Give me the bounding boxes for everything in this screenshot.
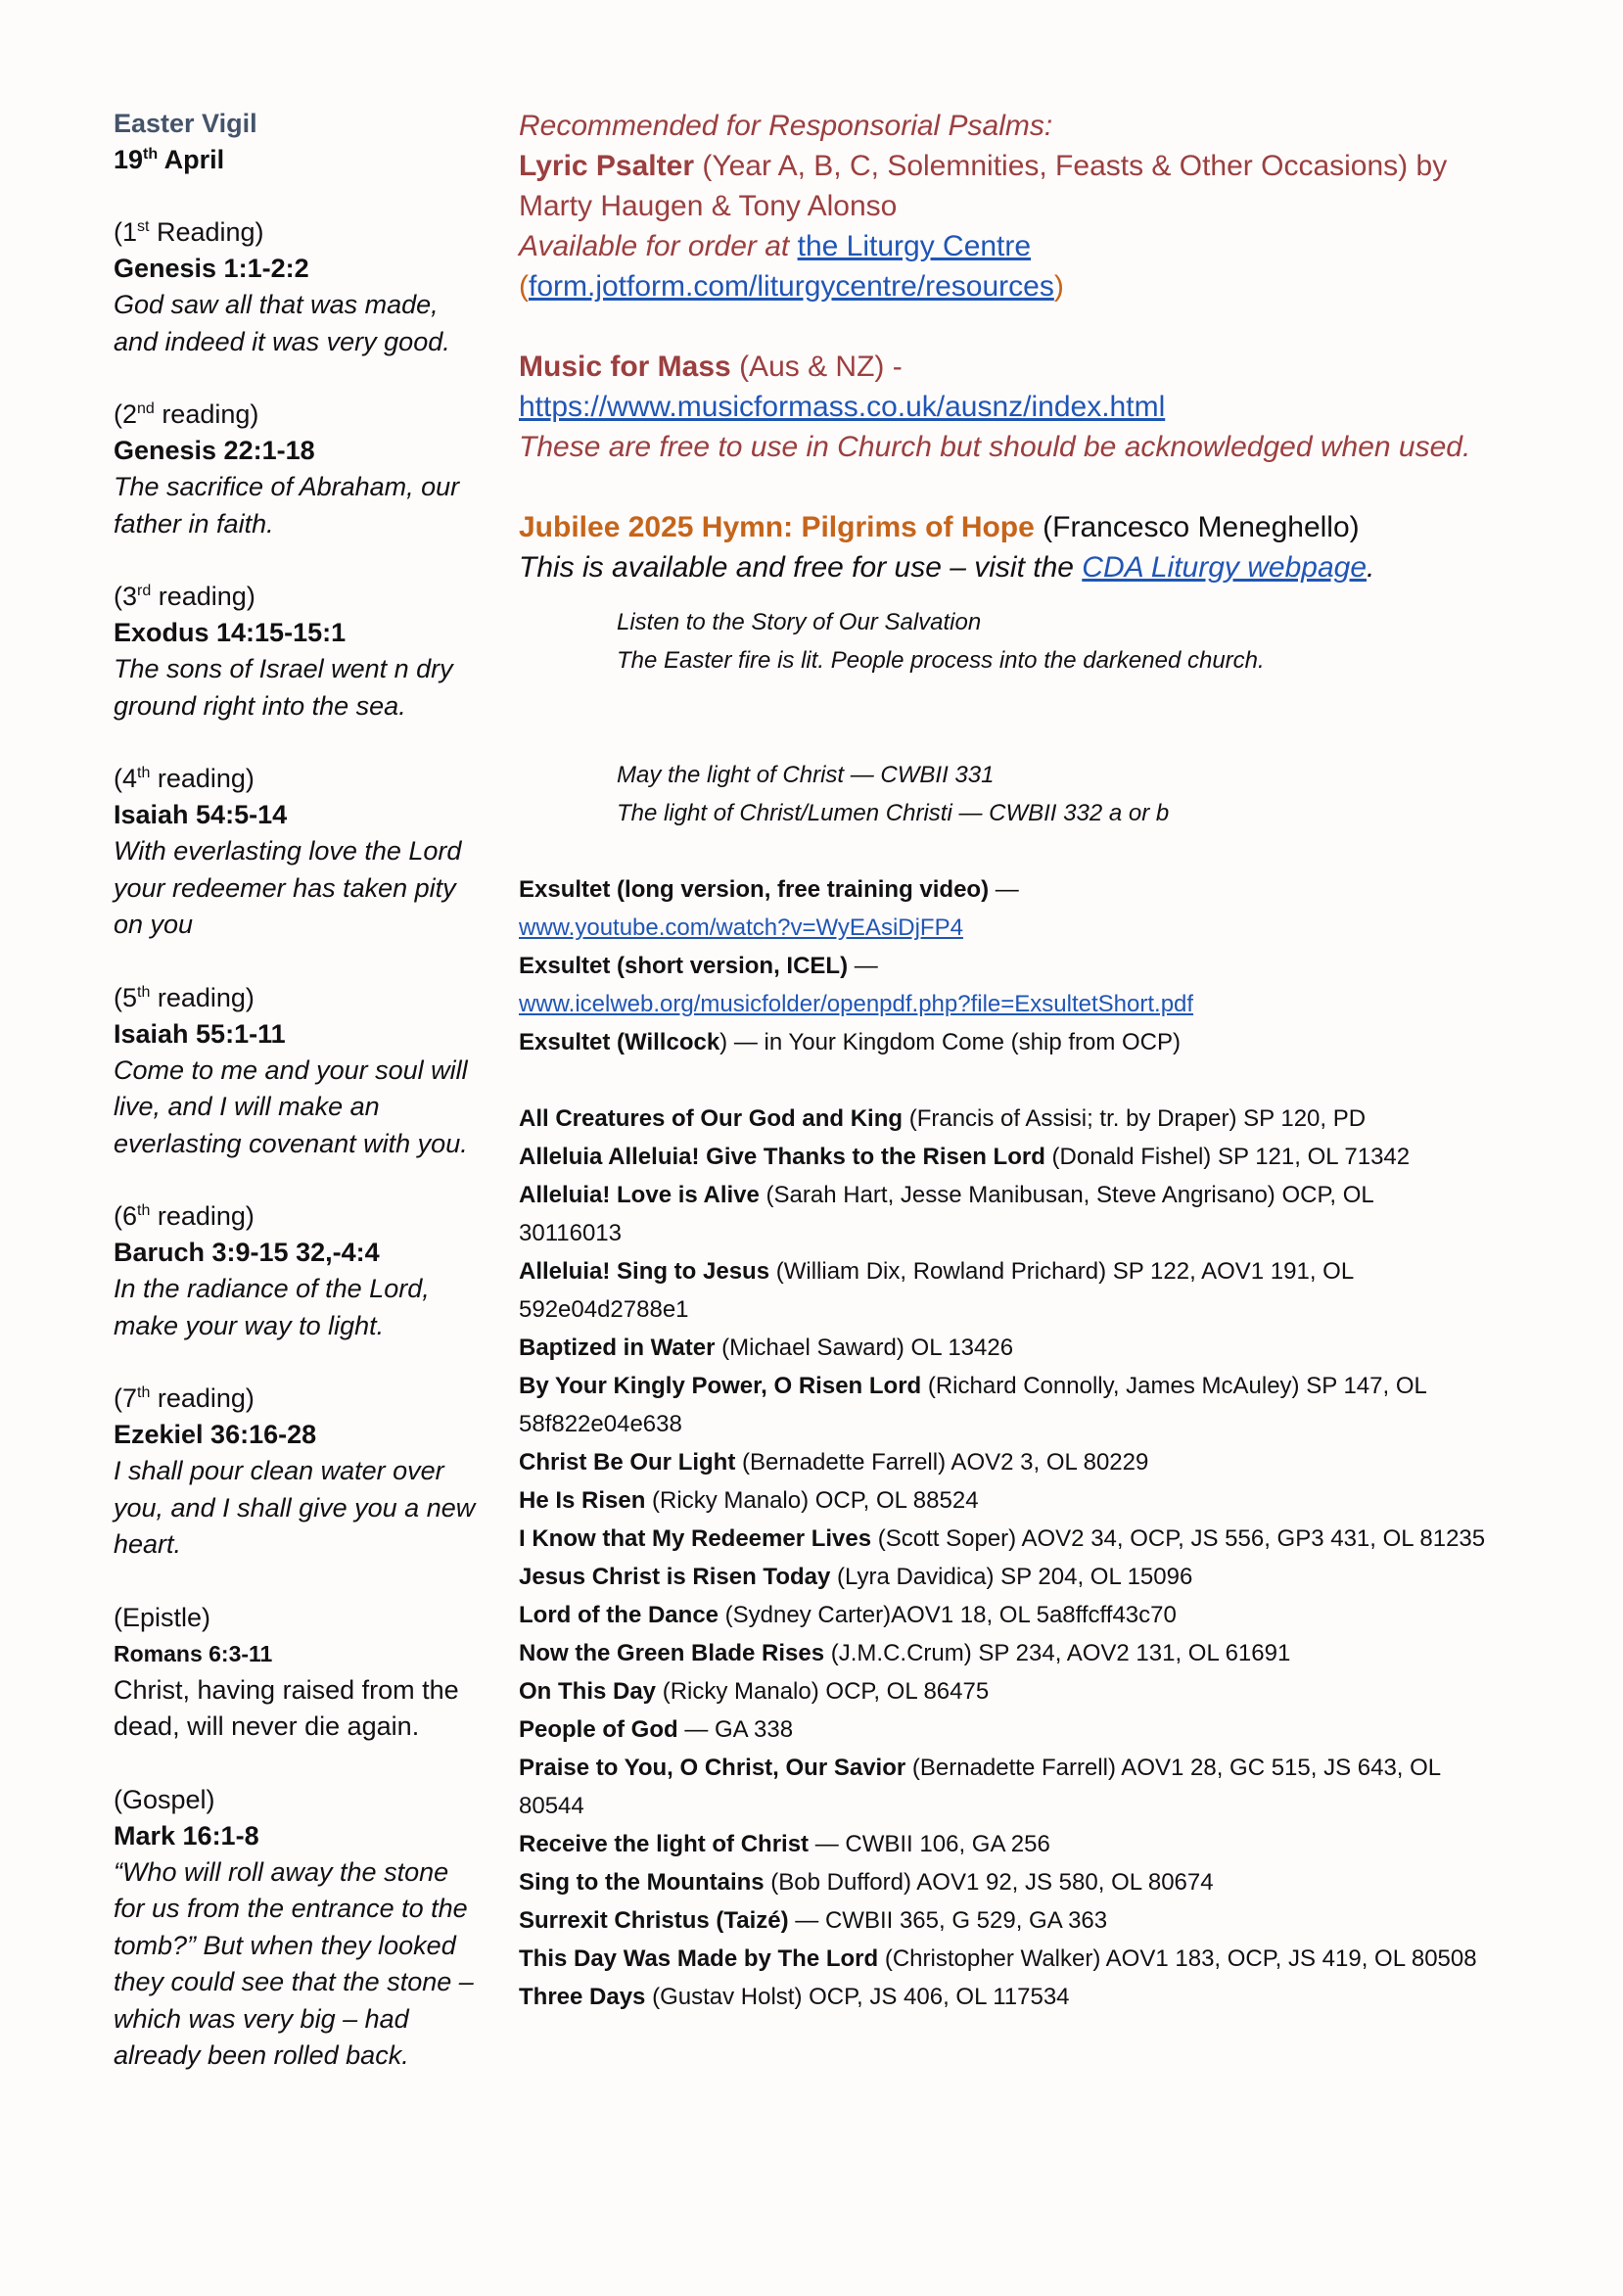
reading-block — [114, 1198, 505, 1344]
jubilee-title: Jubilee 2025 Hymn: Pilgrims of Hope — [519, 511, 1035, 543]
jubilee-line — [519, 507, 1576, 547]
hymn-item — [519, 1940, 1576, 1978]
reading-line: live, and I will make an — [114, 1092, 380, 1121]
psalm-section — [519, 106, 1576, 306]
hymn-item — [519, 1596, 1576, 1634]
gospel-line: already been rolled back. — [114, 2040, 409, 2070]
epistle-line: dead, will never die again. — [114, 1711, 420, 1741]
hymn-details-cont: 592e04d2788e1 — [519, 1296, 689, 1323]
reading-line: I shall pour clean water over — [114, 1456, 444, 1485]
reading-ref: Genesis 22:1-18 — [114, 436, 315, 465]
reading-text — [114, 833, 505, 944]
jubilee-availability — [519, 547, 1576, 587]
hymn-item — [519, 1978, 1576, 2016]
hymn-details: (Donald Fishel) SP 121, OL 71342 — [1044, 1144, 1411, 1170]
reading-block — [114, 1381, 505, 1564]
music-column — [519, 106, 1576, 2016]
paren-open: ( — [519, 270, 529, 303]
reading-line: on you — [114, 910, 194, 939]
hymn-title: Lord of the Dance — [519, 1602, 719, 1628]
occasion-date — [114, 142, 505, 178]
hymn-item — [519, 1749, 1576, 1787]
hymn-list — [519, 1100, 1576, 2016]
mfm-region: (Aus & NZ) - — [730, 351, 903, 383]
hymn-item — [519, 1901, 1576, 1940]
mfm-title: Music for Mass — [519, 351, 731, 383]
reading-line: heart. — [114, 1529, 182, 1559]
gospel-line: “Who will roll away the stone — [114, 1856, 449, 1887]
reading-line: The sons of Israel went n dry — [114, 654, 453, 683]
youtube-link[interactable]: www.youtube.com/watch?v=WyEAsiDjFP4 — [519, 914, 963, 941]
reading-label-num: (5 — [114, 982, 138, 1012]
reading-ref: Genesis 1:1-2:2 — [114, 254, 309, 283]
hymn-item — [519, 1329, 1576, 1367]
exsultet-short-title: Exsultet (short version, ICEL) — [519, 953, 849, 979]
hymn-title: Sing to the Mountains — [519, 1869, 765, 1896]
hymn-details: (Christopher Walker) AOV1 183, OCP, JS 419, OL 80508 — [878, 1945, 1477, 1972]
hymn-item — [519, 1558, 1576, 1596]
epistle-ref: Romans 6:3-11 — [114, 1640, 273, 1666]
reading-label-num: (1 — [114, 217, 138, 247]
hymn-details: (Lyra Davidica) SP 204, OL 15096 — [830, 1564, 1193, 1590]
hymn-title: Now the Green Blade Rises — [519, 1640, 825, 1666]
hymn-title: Surrexit Christus (Taizé) — [519, 1907, 789, 1934]
lyric-psalter-title: Lyric Psalter — [519, 150, 694, 182]
reading-label — [114, 761, 505, 797]
icel-link[interactable]: www.icelweb.org/musicfolder/openpdf.php?file=ExsultetShort.pdf — [519, 991, 1194, 1017]
hymn-details: (Ricky Manalo) OCP, OL 86475 — [656, 1678, 990, 1705]
hymn-details: — CWBII 106, GA 256 — [809, 1831, 1050, 1857]
reading-block — [114, 579, 505, 725]
reading-label — [114, 980, 505, 1016]
reading-label-word: reading) — [150, 764, 255, 793]
exsultet-dash: — — [848, 953, 878, 979]
hymn-item — [519, 1863, 1576, 1901]
hymn-item — [519, 1672, 1576, 1710]
jubilee-avail-text: This is available and free for use – visit the — [519, 551, 1083, 584]
reading-line: and indeed it was very good. — [114, 326, 450, 356]
date-day: 19 — [114, 145, 144, 174]
reading-label — [114, 579, 505, 615]
hymn-item — [519, 1252, 1576, 1290]
cda-liturgy-link[interactable]: CDA Liturgy webpage — [1082, 551, 1368, 584]
reading-line: The sacrifice of Abraham, our — [114, 472, 460, 501]
reading-label — [114, 1198, 505, 1235]
hymn-details: (Michael Saward) OL 13426 — [715, 1335, 1014, 1361]
epistle-line: Christ, having raised from the — [114, 1674, 459, 1705]
story-block — [519, 603, 1576, 679]
occasion-title: Easter Vigil — [114, 109, 257, 138]
reading-text — [114, 287, 505, 360]
hymn-title: Baptized in Water — [519, 1335, 716, 1361]
reading-label-num: (7 — [114, 1383, 138, 1413]
reading-ref: Baruch 3:9-15 32,-4:4 — [114, 1238, 380, 1267]
hymn-details: (Bob Dufford) AOV1 92, JS 580, OL 80674 — [764, 1869, 1214, 1896]
hymn-details: — GA 338 — [677, 1716, 794, 1743]
readings-column — [114, 106, 505, 2075]
hymn-details: (Sarah Hart, Jesse Manibusan, Steve Angrisano) OCP, OL — [759, 1182, 1374, 1208]
reading-label-suffix: nd — [137, 400, 155, 417]
reading-line: your redeemer has taken pity — [114, 872, 456, 903]
reading-label-suffix: th — [137, 1384, 151, 1401]
reading-text — [114, 651, 505, 725]
hymn-item — [519, 1443, 1576, 1481]
reading-ref: Isaiah 55:1-11 — [114, 1018, 286, 1049]
reading-text — [114, 1453, 505, 1564]
hymn-title: Alleluia! Love is Alive — [519, 1182, 760, 1208]
mfm-note: These are free to use in Church but should be acknowledged when used. — [519, 431, 1471, 463]
reading-label-word: reading) — [154, 399, 259, 429]
hymn-title: By Your Kingly Power, O Risen Lord — [519, 1373, 922, 1399]
story-line: Listen to the Story of Our Salvation — [617, 609, 982, 635]
light-line: May the light of Christ — CWBII 331 — [617, 762, 995, 788]
epistle-block — [114, 1600, 505, 1746]
reading-label-suffix: st — [137, 218, 150, 235]
story-line: The Easter fire is lit. People process into the darkened church. — [617, 647, 1265, 674]
gospel-line: tomb?” But when they looked — [114, 1930, 456, 1960]
reading-line: make your way to light. — [114, 1310, 385, 1340]
reading-line: father in faith. — [114, 508, 274, 539]
hymn-details: (Francis of Assisi; tr. by Draper) SP 120, PD — [903, 1105, 1367, 1132]
reading-block — [114, 397, 505, 542]
reading-label — [114, 397, 505, 433]
hymn-details: (Scott Soper) AOV2 34, OCP, JS 556, GP3 431, OL 81235 — [871, 1525, 1486, 1552]
exsultet-willcock-title: Exsultet (Willcock — [519, 1029, 720, 1055]
hymn-item — [519, 1520, 1576, 1558]
hymn-title: People of God — [519, 1716, 678, 1743]
reading-block — [114, 761, 505, 944]
hymn-details: (J.M.C.Crum) SP 234, AOV2 131, OL 61691 — [824, 1640, 1291, 1666]
exsultet-willcock — [519, 1023, 1576, 1061]
hymn-title: On This Day — [519, 1678, 657, 1705]
hymn-title: Praise to You, O Christ, Our Savior — [519, 1755, 906, 1781]
reading-label-suffix: th — [137, 1202, 151, 1219]
exsultet-long — [519, 870, 1576, 909]
reading-text — [114, 1053, 505, 1163]
exsultet-block — [519, 870, 1576, 1061]
hymn-item — [519, 1176, 1576, 1214]
exsultet-long-title: Exsultet (long version, free training video) — [519, 876, 990, 903]
reading-line: In the radiance of the Lord, — [114, 1274, 430, 1303]
hymn-item — [519, 1367, 1576, 1405]
reading-label-suffix: th — [137, 983, 151, 1001]
jotform-line — [519, 266, 1576, 306]
gospel-ref: Mark 16:1-8 — [114, 1820, 259, 1851]
hymn-title: Alleluia Alleluia! Give Thanks to the Risen Lord — [519, 1144, 1045, 1170]
hymn-item — [519, 1825, 1576, 1863]
liturgy-centre-link[interactable]: the Liturgy Centre — [797, 230, 1032, 262]
reading-label-word: reading) — [150, 1383, 255, 1413]
hymn-details-cont: 30116013 — [519, 1220, 622, 1246]
reading-block — [114, 980, 505, 1163]
hymn-item — [519, 1710, 1576, 1749]
epistle-label: (Epistle) — [114, 1602, 211, 1632]
mfm-url-line — [519, 387, 1576, 427]
gospel-line: for us from the entrance to the — [114, 1894, 468, 1923]
mfm-line — [519, 347, 1576, 387]
jubilee-section — [519, 507, 1576, 587]
epistle-text — [114, 1672, 505, 1746]
lyric-psalter-authors: Marty Haugen & Tony Alonso — [519, 190, 898, 222]
hymn-title: Receive the light of Christ — [519, 1831, 810, 1857]
reading-ref: Exodus 14:15-15:1 — [114, 618, 347, 647]
jubilee-period: . — [1367, 551, 1375, 584]
light-line: The light of Christ/Lumen Christi — CWBII 332 a or b — [617, 800, 1170, 826]
hymn-details: (William Dix, Rowland Prichard) SP 122, AOV1 191, OL — [769, 1258, 1355, 1285]
gospel-line: which was very big – had — [114, 2003, 409, 2034]
gospel-block — [114, 1782, 505, 2075]
reading-label-num: (3 — [114, 582, 138, 611]
reading-ref: Isaiah 54:5-14 — [114, 800, 288, 829]
mfm-section — [519, 347, 1576, 467]
reading-label-word: reading) — [150, 982, 255, 1012]
reading-block — [114, 214, 505, 360]
reading-label — [114, 214, 505, 251]
reading-label-word: Reading) — [149, 217, 264, 247]
reading-label-num: (6 — [114, 1201, 138, 1231]
gospel-text — [114, 1854, 505, 2075]
hymn-title: All Creatures of Our God and King — [519, 1105, 904, 1132]
exsultet-dash: — — [989, 876, 1019, 903]
reading-label-num: (4 — [114, 764, 138, 793]
hymn-title: Christ Be Our Light — [519, 1449, 736, 1476]
reading-label-num: (2 — [114, 399, 138, 429]
gospel-line: they could see that the stone – — [114, 1967, 474, 1996]
hymn-title: Three Days — [519, 1984, 646, 2010]
date-suffix: th — [143, 146, 159, 163]
hymn-details: (Bernadette Farrell) AOV2 3, OL 80229 — [735, 1449, 1149, 1476]
hymn-title: Alleluia! Sing to Jesus — [519, 1258, 770, 1285]
hymn-item — [519, 1634, 1576, 1672]
reading-line: you, and I shall give you a new — [114, 1492, 476, 1523]
hymn-title: I Know that My Redeemer Lives — [519, 1525, 872, 1552]
hymn-details: — CWBII 365, G 529, GA 363 — [788, 1907, 1108, 1934]
hymn-title: This Day Was Made by The Lord — [519, 1945, 879, 1972]
reading-label — [114, 1381, 505, 1417]
reading-text — [114, 469, 505, 542]
reading-line: Come to me and your soul will — [114, 1054, 468, 1085]
lyric-psalter-desc: (Year A, B, C, Solemnities, Feasts & Other Occasions) by — [694, 150, 1448, 182]
jubilee-composer: (Francesco Meneghello) — [1034, 511, 1360, 543]
hymn-title: He Is Risen — [519, 1487, 646, 1514]
jotform-link[interactable]: form.jotform.com/liturgycentre/resources — [529, 270, 1054, 303]
light-block — [519, 756, 1576, 832]
hymn-details: (Gustav Holst) OCP, JS 406, OL 117534 — [645, 1984, 1070, 2010]
hymn-details-cont: 58f822e04e638 — [519, 1411, 682, 1437]
order-line — [519, 226, 1576, 266]
reading-line: everlasting covenant with you. — [114, 1128, 468, 1158]
hymn-item — [519, 1481, 1576, 1520]
exsultet-willcock-desc: ) — in Your Kingdom Come (ship from OCP) — [719, 1029, 1182, 1055]
readings-list — [114, 214, 505, 1564]
reading-label-word: reading) — [150, 1201, 255, 1231]
order-text: Available for order at — [519, 230, 798, 262]
reading-line: ground right into the sea. — [114, 690, 406, 721]
mfm-link[interactable]: https://www.musicformass.co.uk/ausnz/index.html — [519, 391, 1166, 423]
reading-line: God saw all that was made, — [114, 290, 439, 319]
paren-close: ) — [1053, 270, 1064, 303]
hymn-title: Jesus Christ is Risen Today — [519, 1564, 831, 1590]
reading-ref: Ezekiel 36:16-28 — [114, 1420, 317, 1449]
hymn-details: (Ricky Manalo) OCP, OL 88524 — [645, 1487, 979, 1514]
reading-text — [114, 1271, 505, 1344]
date-month: April — [163, 145, 225, 174]
hymn-details: (Bernadette Farrell) AOV1 28, GC 515, JS 643, OL — [905, 1755, 1442, 1781]
hymn-details-cont: 80544 — [519, 1793, 584, 1819]
gospel-label: (Gospel) — [114, 1784, 215, 1814]
hymn-details: (Richard Connolly, James McAuley) SP 147, OL — [921, 1373, 1427, 1399]
hymn-item — [519, 1100, 1576, 1138]
psalm-heading: Recommended for Responsorial Psalms: — [519, 110, 1053, 142]
reading-label-suffix: rd — [137, 583, 152, 599]
hymn-details: (Sydney Carter)AOV1 18, OL 5a8ffcff43c70 — [719, 1602, 1177, 1628]
reading-label-suffix: th — [137, 765, 151, 781]
reading-label-word: reading) — [151, 582, 255, 611]
exsultet-short — [519, 947, 1576, 985]
hymn-item — [519, 1138, 1576, 1176]
reading-line: With everlasting love the Lord — [114, 836, 462, 866]
lyric-psalter-line — [519, 146, 1576, 186]
